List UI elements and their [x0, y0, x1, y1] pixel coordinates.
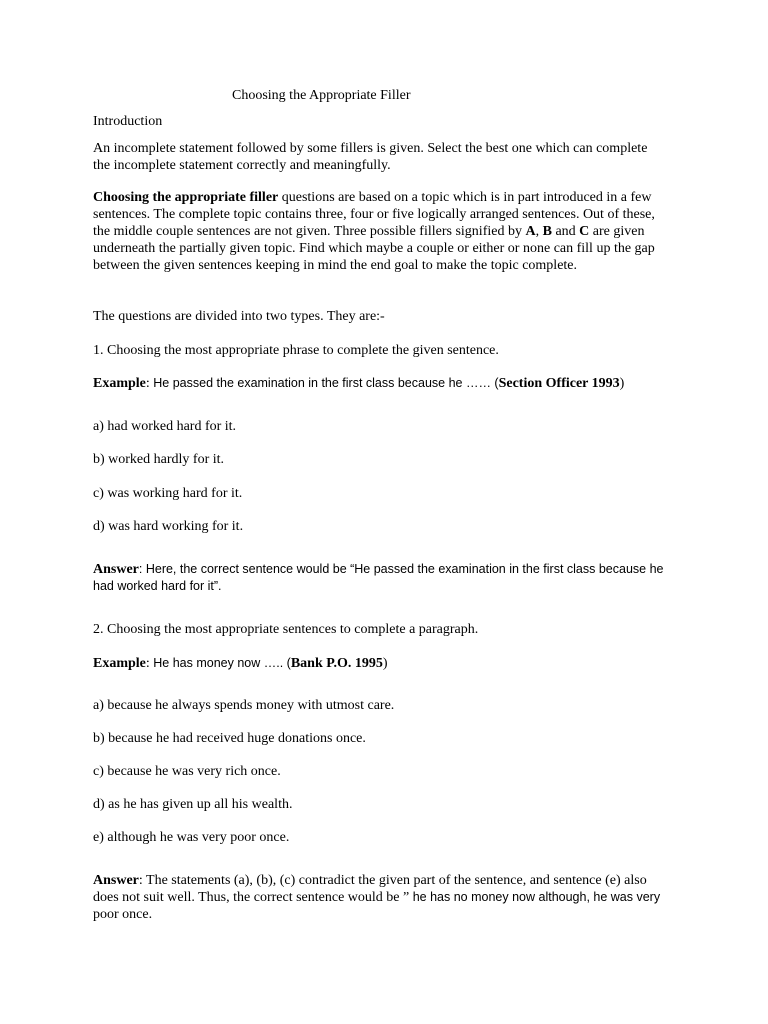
answer-label: Answer	[93, 562, 139, 577]
example-label: Example	[93, 376, 146, 391]
bold-lead: Choosing the appropriate filler	[93, 190, 279, 205]
type2-option-e: e) although he was very poor once.	[93, 830, 290, 845]
type2-answer-line-2	[93, 889, 683, 906]
example-close: )	[382, 656, 388, 671]
types-intro: The questions are divided into two types. They are:-	[93, 309, 385, 324]
intro-line-2: the incomplete statement correctly and meaningfully.	[93, 158, 391, 173]
type1-option-d: d) was hard working for it.	[93, 519, 244, 534]
description-line-4: underneath the partially given topic. Find which maybe a couple or either or none can fill up the gap	[93, 241, 655, 256]
example-text: He passed the examination in the first class because he …… (	[153, 376, 499, 390]
type2-option-d: d) as he has given up all his wealth.	[93, 797, 293, 812]
type1-option-b: b) worked hardly for it.	[93, 452, 225, 467]
example-text: He has money now ….. (	[153, 656, 291, 670]
introduction-heading: Introduction	[93, 114, 163, 129]
example-colon: :	[145, 376, 154, 391]
example-source: Bank P.O. 1995	[290, 656, 383, 671]
description-line-3-post: are given	[589, 224, 645, 239]
letter-b: B	[542, 224, 552, 239]
type2-option-a: a) because he always spends money with utmost care.	[93, 698, 395, 713]
type2-option-b: b) because he had received huge donations once.	[93, 731, 366, 746]
separator: ,	[535, 224, 543, 239]
type2-example	[93, 655, 388, 672]
type1-example	[93, 375, 624, 392]
page-title: Choosing the Appropriate Filler	[232, 88, 411, 103]
description-line-5: between the given sentences keeping in mind the end goal to make the topic complete.	[93, 258, 578, 273]
type2-option-c: c) because he was very rich once.	[93, 764, 281, 779]
letter-a: A	[525, 224, 536, 239]
answer-text-1: : The statements (a), (b), (c) contradict the given part of the sentence, and sentence (e) also	[138, 873, 647, 888]
and-word: and	[551, 224, 580, 239]
description-line-3-pre: the middle couple sentences are not given. Three possible fillers signified by	[93, 224, 526, 239]
type2-answer-line-3: poor once.	[93, 907, 153, 922]
description-line-1	[93, 189, 683, 206]
type1-answer-line-1	[93, 561, 683, 578]
type1-option-a: a) had worked hard for it.	[93, 419, 237, 434]
description-line-2: sentences. The complete topic contains three, four or five logically arranged sentences. Out of these,	[93, 207, 655, 222]
type2-heading: 2. Choosing the most appropriate sentences to complete a paragraph.	[93, 622, 479, 637]
type1-answer-line-2: had worked hard for it”.	[93, 579, 222, 593]
answer-text-2-pre: does not suit well. Thus, the correct sentence would be ”	[93, 890, 413, 905]
intro-paragraph	[93, 140, 683, 174]
type1-option-c: c) was working hard for it.	[93, 486, 243, 501]
example-colon: :	[145, 656, 154, 671]
type2-answer	[93, 872, 683, 923]
example-close: )	[619, 376, 625, 391]
type2-answer-line-1	[93, 872, 683, 889]
letter-c: C	[579, 224, 590, 239]
answer-text-2-sans: he has no money now although, he was very	[412, 890, 661, 904]
type1-heading: 1. Choosing the most appropriate phrase to complete the given sentence.	[93, 343, 499, 358]
type1-answer	[93, 561, 683, 595]
intro-line-1: An incomplete statement followed by some fillers is given. Select the best one which can complete	[93, 141, 648, 156]
example-source: Section Officer 1993	[498, 376, 620, 391]
answer-label: Answer	[93, 873, 139, 888]
description-line-3	[93, 223, 683, 240]
description-line-1-rest: questions are based on a topic which is in part introduced in a few	[278, 190, 652, 205]
description-paragraph	[93, 189, 683, 274]
example-label: Example	[93, 656, 146, 671]
answer-text-1: : Here, the correct sentence would be “He passed the examination in the first class because he	[138, 562, 664, 576]
